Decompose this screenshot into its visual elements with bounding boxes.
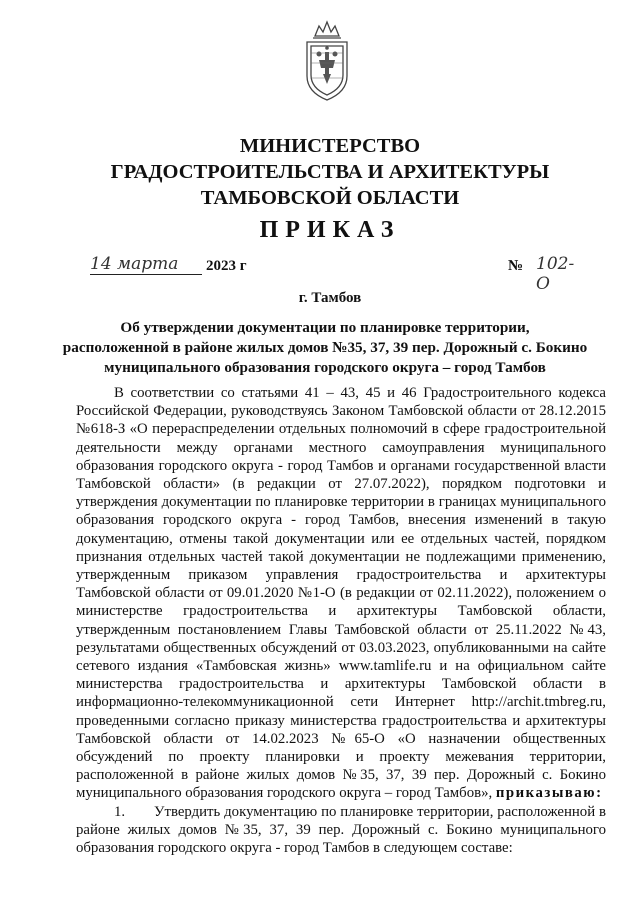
handwritten-number: 102-О: [536, 254, 575, 294]
year: 2023 г: [206, 258, 247, 274]
coat-of-arms-icon: [297, 18, 357, 103]
main-paragraph: [76, 384, 606, 803]
list-item: [76, 803, 606, 858]
item-text: Утвердить документацию по планировке территории, расположенной в районе жилых домов №35, 37, 39 пер. Дорожный с. Бокино муниципального образования городского округа - город Тамбов в следующем составе:: [76, 803, 606, 857]
ministry-line-3: ТАМБОВСКОЙ ОБЛАСТИ: [200, 187, 460, 209]
item-number: 1.: [114, 803, 126, 820]
ministry-name: [80, 133, 580, 211]
order-subject: [60, 318, 590, 378]
handwritten-date: 14 марта: [90, 254, 202, 275]
ministry-line-2: ГРАДОСТРОИТЕЛЬСТВА И АРХИТЕКТУРЫ: [110, 161, 550, 183]
main-paragraph-text: В соответствии со статьями 41 – 43, 45 и 46 Градостроительного кодекса Российской Федерации, руководствуясь Законом Тамбовской области от 28.12.2015 №618-З «О перераспределении отдельных полномочий в сфере градостроительной деятельности между органами местного самоуправления муниципального образования городского округа - город Тамбов и органами государственной власти Тамбовской области» (в редакции от 27.07.2022), порядком подготовки и утверждения документации по планировке территории в границах муниципального образования городского округа - город Тамбов, внесения изменений в такую документацию, отмены такой документации или ее отдельных частей, порядком признания отдельных частей такой документации не подлежащими применению, утвержденным приказом управления градостроительства и архитектуры Тамбовской области от 09.01.2020 №1-О (в редакции от 02.11.2022), положением о министерстве градостроительства и архитектуры Тамбовской области, утвержденным постановлением Главы Тамбовской области от 25.11.2022 №43, результатами общественных обсуждений от 03.03.2023, опубликованными на сайте сетевого издания «Тамбовская жизнь» www.tamlife.ru и на официальном сайте министерства градостроительства и архитектуры Тамбовской области в информационно-телекоммуникационной сети Интернет http://archit.tmbreg.ru, проведенными согласно приказу министерства градостроительства и архитектуры Тамбовской области от 14.02.2023 №65-О «О назначении общественных обсуждений по проекту планировки и проекту межевания территории, расположенной в районе жилых домов №35, 37, 39 пер. Дорожный с. Бокино муниципального образования городского округа – город Тамбов»,: [76, 385, 606, 802]
number-sign: №: [508, 258, 524, 274]
subject-line-2: расположенной в районе жилых домов №35, 37, 39 пер. Дорожный с. Бокино: [62, 339, 588, 356]
ministry-line-1: МИНИСТЕРСТВО: [239, 135, 421, 157]
city: г. Тамбов: [298, 290, 362, 306]
order-body: [76, 384, 606, 857]
subject-line-3: муниципального образования городского округа – город Тамбов: [104, 359, 546, 376]
date-number-row: [90, 254, 580, 294]
subject-line-1: Об утверждении документации по планировке территории,: [120, 319, 530, 336]
document-type-title: ПРИКАЗ: [259, 217, 401, 243]
order-word: приказываю:: [495, 785, 603, 802]
